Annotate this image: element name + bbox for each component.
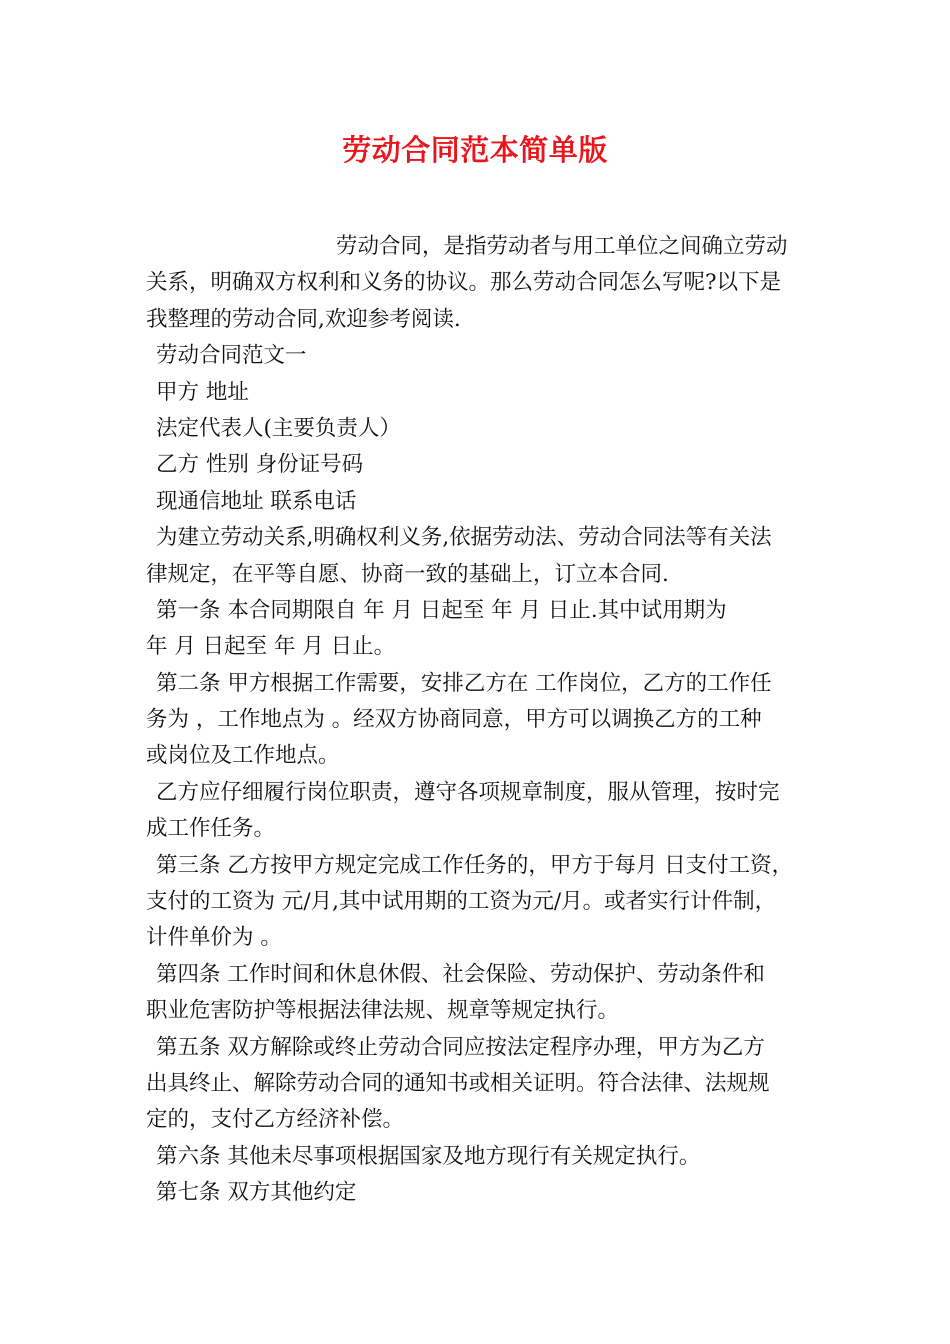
article-line: 出具终止、解除劳动合同的通知书或相关证明。符合法律、法规规: [146, 1070, 770, 1096]
paragraph-line: 乙方应仔细履行岗位职责，遵守各项规章制度，服从管理，按时完: [156, 779, 780, 805]
field-line-contact: 现通信地址 联系电话: [156, 488, 357, 514]
article-line: 年 月 日起至 年 月 日止。: [146, 634, 396, 660]
article-line: 第一条 本合同期限自 年 月 日起至 年 月 日止.其中试用期为: [156, 597, 727, 623]
document-body: [146, 229, 816, 1212]
article-line: 务为 ，工作地点为 。经双方协商同意，甲方可以调换乙方的工种: [146, 707, 762, 733]
article-line: 支付的工资为 元/月,其中试用期的工资为元/月。或者实行计件制，: [146, 889, 777, 915]
article-line: 第四条 工作时间和休息休假、社会保险、劳动保护、劳动条件和: [156, 961, 765, 987]
article-line: 第七条 双方其他约定: [156, 1180, 357, 1206]
article-line: 第二条 甲方根据工作需要，安排乙方在 工作岗位，乙方的工作任: [156, 670, 772, 696]
article-line: 定的，支付乙方经济补偿。: [146, 1107, 405, 1133]
article-line: 第六条 其他未尽事项根据国家及地方现行有关规定执行。: [156, 1143, 701, 1169]
paragraph-line: 劳动合同，是指劳动者与用工单位之间确立劳动: [336, 234, 788, 259]
article-line: 或岗位及工作地点。: [146, 743, 340, 769]
paragraph-line: 我整理的劳动合同,欢迎参考阅读.: [146, 306, 461, 332]
field-line-representative: 法定代表人(主要负责人）: [156, 415, 401, 441]
section-heading: 劳动合同范文一: [156, 343, 307, 369]
article-line: 第五条 双方解除或终止劳动合同应按法定程序办理，甲方为乙方: [156, 1034, 765, 1060]
article-line: 计件单价为 。: [146, 925, 282, 951]
article-line: 职业危害防护等根据法律法规、规章等规定执行。: [146, 998, 620, 1024]
article-line: 第三条 乙方按甲方规定完成工作任务的，甲方于每月 日支付工资，: [156, 852, 794, 878]
paragraph-line: 律规定，在平等自愿、协商一致的基础上，订立本合同.: [146, 561, 669, 587]
paragraph-line: 关系，明确双方权利和义务的协议。那么劳动合同怎么写呢?以下是: [146, 270, 782, 296]
field-line-party-b: 乙方 性别 身份证号码: [156, 452, 364, 478]
paragraph-line: 成工作任务。: [146, 816, 276, 842]
field-line-party-a: 甲方 地址: [156, 379, 249, 405]
document-title: 劳动合同范本简单版: [342, 133, 608, 167]
paragraph-line: 为建立劳动关系,明确权利义务,依据劳动法、劳动合同法等有关法: [156, 525, 772, 551]
